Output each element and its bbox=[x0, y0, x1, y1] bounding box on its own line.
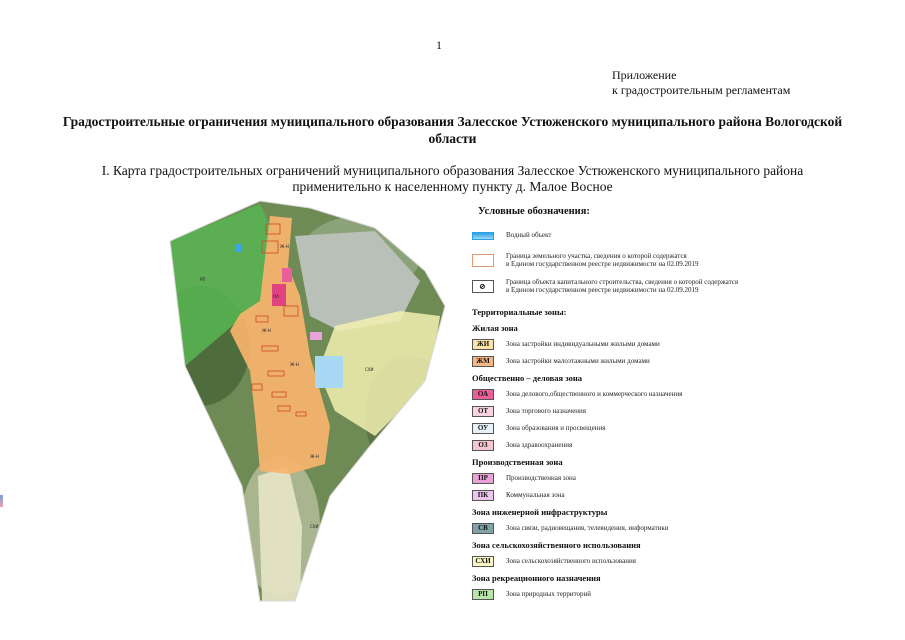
education-zone bbox=[315, 356, 343, 388]
legend-item-zone bbox=[472, 403, 892, 420]
zone-swatch: ОУ bbox=[472, 423, 494, 434]
scan-edge-mark bbox=[0, 495, 3, 507]
group-heading: Жилая зона bbox=[472, 323, 518, 333]
legend-item-zone bbox=[472, 470, 892, 487]
map-label: Ж-Н bbox=[262, 328, 271, 333]
legend-text-line: в Едином государственном реестре недвижимости на 02.09.2019 bbox=[506, 260, 699, 268]
legend-text bbox=[506, 252, 698, 269]
legend-text: Зона сельскохозяйственного использования bbox=[506, 557, 636, 566]
legend-text: Зона природных территорий bbox=[506, 590, 592, 599]
legend-text: Зона образования и просвещения bbox=[506, 424, 606, 433]
legend-text bbox=[506, 278, 738, 295]
subtitle-line-2: применительно к населенному пункту д. Малое Восное bbox=[292, 179, 613, 194]
legend-text-line: в Едином государственном реестре недвижимости на 02.09.2019 bbox=[506, 286, 699, 294]
legend-text: Зона застройки индивидуальными жилыми домами bbox=[506, 340, 660, 349]
legend-item-zone bbox=[472, 586, 892, 603]
map-label: ОА bbox=[273, 294, 279, 299]
legend-text: Зона здравоохранения bbox=[506, 441, 573, 450]
appendix-line-2: к градостроительным регламентам bbox=[612, 83, 791, 97]
legend-text: Зона застройки малоэтажными жилыми домами bbox=[506, 357, 650, 366]
legend-item-zone bbox=[472, 437, 892, 454]
zone-swatch: СХИ bbox=[472, 556, 494, 567]
parcel-boundary-swatch bbox=[472, 254, 494, 267]
water-body bbox=[236, 244, 242, 252]
legend-item-zone bbox=[472, 353, 892, 370]
business-zone bbox=[282, 268, 292, 282]
legend-text: Водный объект bbox=[506, 231, 552, 240]
zoning-map bbox=[160, 196, 450, 606]
legend-text: Зона связи, радиовещания, телевидения, информатики bbox=[506, 524, 669, 533]
map-label: Ж-Н bbox=[310, 454, 319, 459]
legend-item-zone bbox=[472, 420, 892, 437]
zone-swatch: ОЗ bbox=[472, 440, 494, 451]
territorial-zones-heading: Территориальные зоны: bbox=[472, 307, 567, 317]
legend-text: Зона торгового назначения bbox=[506, 407, 587, 416]
page-number: 1 bbox=[436, 38, 442, 52]
legend-text-line: Граница земельного участка, сведения о которой содержатся bbox=[506, 251, 687, 260]
map-legend bbox=[472, 206, 892, 603]
map-subtitle bbox=[40, 163, 865, 195]
legend-text-line: Граница объекта капитального строительства, сведения о которой содержатся bbox=[506, 277, 739, 286]
zone-swatch: ПР bbox=[472, 473, 494, 484]
map-label: Ж-Н bbox=[280, 244, 289, 249]
legend-item-zone bbox=[472, 487, 892, 504]
subtitle-line-1: I. Карта градостроительных ограничений муниципального образования Залесское Устюженского муниципального района bbox=[101, 163, 804, 178]
zone-swatch: ОТ bbox=[472, 406, 494, 417]
appendix-line-1: Приложение bbox=[612, 68, 677, 82]
legend-item-water bbox=[472, 227, 892, 244]
group-heading: Общественно – деловая зона bbox=[472, 373, 582, 383]
group-heading: Зона рекреационного назначения bbox=[472, 573, 601, 583]
legend-item-zone bbox=[472, 553, 892, 570]
group-heading: Производственная зона bbox=[472, 457, 563, 467]
pencil-icon: ⊘ bbox=[479, 281, 486, 291]
map-label: Ж-Н bbox=[290, 362, 299, 367]
legend-title: Условные обозначения: bbox=[478, 206, 590, 217]
zone-swatch: ЖМ bbox=[472, 356, 494, 367]
zone-swatch: ПК bbox=[472, 490, 494, 501]
map-label: СХИ bbox=[365, 367, 374, 372]
zone-swatch: СВ bbox=[472, 523, 494, 534]
zone-swatch: ЖИ bbox=[472, 339, 494, 350]
legend-item-zone bbox=[472, 336, 892, 353]
group-heading: Зона сельскохозяйственного использования bbox=[472, 540, 641, 550]
water-swatch bbox=[472, 232, 494, 240]
production-zone bbox=[310, 332, 322, 340]
map-label: РП bbox=[200, 277, 206, 282]
legend-item-parcel-boundary bbox=[472, 248, 892, 272]
legend-item-zone bbox=[472, 386, 892, 403]
zone-swatch: ОА bbox=[472, 389, 494, 400]
legend-item-zone bbox=[472, 520, 892, 537]
building-boundary-swatch bbox=[472, 280, 494, 293]
legend-text: Зона делового,общественного и коммерческого назначения bbox=[506, 390, 683, 399]
map-label: СХИ bbox=[310, 524, 319, 529]
group-heading: Зона инженерной инфраструктуры bbox=[472, 507, 608, 517]
legend-text: Коммунальная зона bbox=[506, 491, 565, 500]
zone-swatch: РП bbox=[472, 589, 494, 600]
legend-item-building-boundary bbox=[472, 274, 892, 298]
legend-text: Производственная зона bbox=[506, 474, 576, 483]
appendix-note bbox=[612, 68, 790, 98]
document-title: Градостроительные ограничения муниципального образования Залесское Устюженского муниципального района Вологодской области bbox=[62, 114, 843, 146]
